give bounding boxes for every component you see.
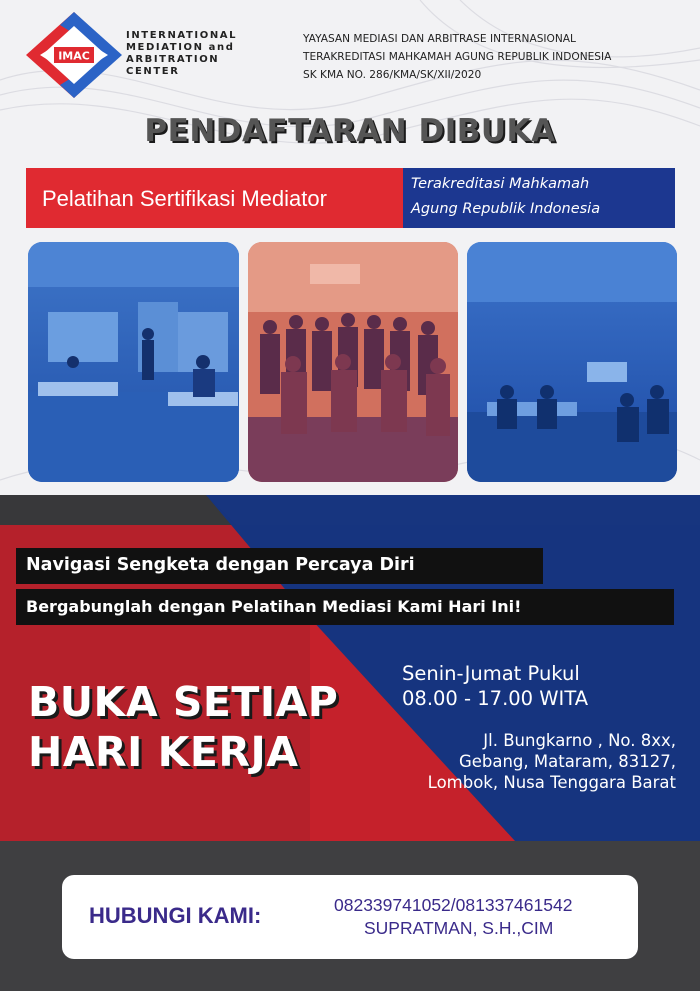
logo-organization-name — [126, 30, 237, 78]
accredited-line: Terakreditasi Mahkamah — [411, 176, 590, 192]
program-title: Pelatihan Sertifikasi Mediator — [42, 186, 327, 211]
tagline-banner — [16, 548, 543, 584]
logo-org-line: INTERNATIONAL — [126, 30, 238, 41]
accreditation-line: TERAKREDITASI MAHKAMAH AGUNG REPUBLIK INDONESIA — [303, 51, 612, 63]
tagline-text: Bergabunglah dengan Pelatihan Mediasi Kami Hari Ini! — [26, 597, 522, 616]
hours-line: 08.00 - 17.00 WITA — [402, 687, 589, 710]
address-line: Jl. Bungkarno , No. 8xx, — [483, 731, 676, 750]
hours-line: Senin-Jumat Pukul — [402, 662, 580, 685]
accredited-banner — [403, 168, 675, 228]
accreditation-line: SK KMA NO. 286/KMA/SK/XII/2020 — [303, 69, 482, 81]
contact-box — [62, 875, 638, 959]
training-photo-classroom — [28, 242, 239, 482]
open-title: HARI KERJA — [28, 728, 299, 776]
address-line: Lombok, Nusa Tenggara Barat — [427, 773, 676, 792]
accreditation-line: YAYASAN MEDIASI DAN ARBITRASE INTERNASIONAL — [303, 33, 576, 45]
open-title: BUKA SETIAP — [28, 678, 339, 726]
logo-abbr: IMAC — [58, 49, 90, 63]
contact-label: HUBUNGI KAMI: — [89, 903, 262, 928]
imac-logo — [26, 12, 122, 98]
program-banner — [26, 168, 403, 228]
tagline-banner — [16, 589, 674, 625]
tagline-text: Navigasi Sengketa dengan Percaya Diri — [26, 555, 415, 575]
contact-name: SUPRATMAN, S.H.,CIM — [364, 918, 554, 938]
logo-org-line: CENTER — [126, 66, 180, 77]
training-photo-session — [467, 242, 677, 482]
headline: PENDAFTARAN DIBUKA — [144, 113, 556, 149]
training-photo-group — [248, 242, 458, 482]
logo-org-line: ARBITRATION — [126, 54, 220, 65]
address-line: Gebang, Mataram, 83127, — [458, 752, 676, 771]
accredited-line: Agung Republik Indonesia — [411, 201, 601, 217]
logo-org-line: MEDIATION and — [126, 42, 235, 53]
accreditation-block — [303, 30, 611, 84]
contact-phone[interactable]: 082339741052/081337461542 — [334, 895, 573, 915]
